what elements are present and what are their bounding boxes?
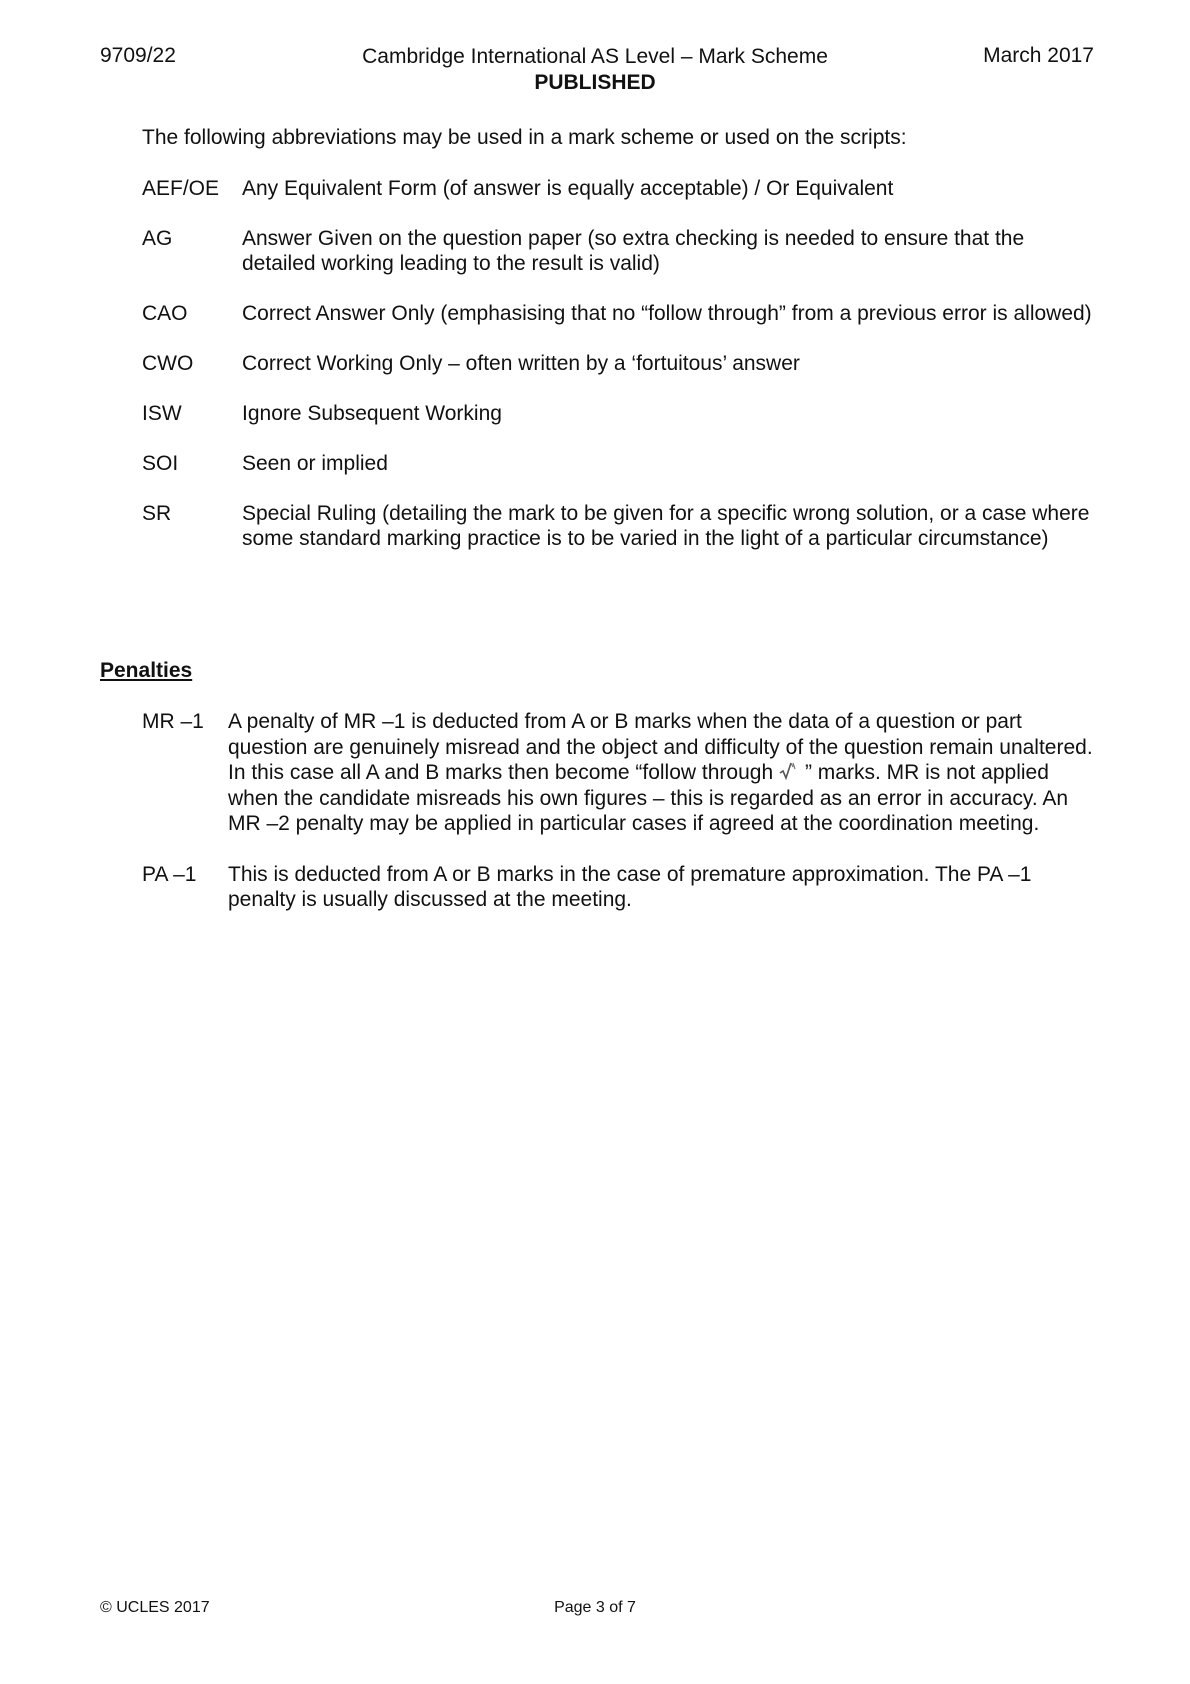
follow-through-tick-icon [777, 761, 799, 781]
publish-status: PUBLISHED [534, 71, 656, 94]
abbreviation-code: SR [142, 502, 172, 525]
abbreviation-row [142, 176, 1102, 201]
abbreviation-description: Answer Given on the question paper (so extra checking is needed to ensure that the detailed working leading to the result is valid) [242, 227, 1025, 275]
abbreviation-row [142, 501, 1102, 551]
penalty-description: This is deducted from A or B marks in the case of premature approximation. The PA –1 penalty is usually discussed at the meeting. [228, 862, 1032, 911]
syllabus-code: 9709/22 [100, 44, 176, 67]
abbreviation-row [142, 226, 1102, 276]
penalty-row [142, 862, 1102, 913]
penalty-row [142, 709, 1102, 837]
abbreviation-description: Ignore Subsequent Working [242, 402, 502, 425]
abbreviation-code: CWO [142, 352, 194, 375]
abbreviations-list [142, 176, 1102, 576]
penalty-code: PA –1 [142, 862, 197, 886]
abbreviation-row [142, 351, 1102, 376]
penalties-list [142, 709, 1102, 938]
abbreviation-row [142, 301, 1102, 326]
abbreviation-code: AG [142, 227, 173, 250]
abbreviation-code: CAO [142, 302, 188, 325]
abbreviation-description: Correct Working Only – often written by a ‘fortuitous’ answer [242, 352, 800, 375]
penalty-description [228, 709, 1102, 837]
abbreviation-description: Correct Answer Only (emphasising that no “follow through” from a previous error is allowed) [242, 302, 1092, 325]
page-number: Page 3 of 7 [554, 1599, 636, 1616]
penalties-heading: Penalties [100, 659, 193, 682]
abbreviation-row [142, 451, 1102, 476]
abbreviation-code: ISW [142, 402, 182, 425]
copyright-notice: © UCLES 2017 [100, 1599, 210, 1616]
penalty-code: MR –1 [142, 710, 204, 733]
abbreviation-description: Seen or implied [242, 452, 388, 475]
abbreviation-row [142, 401, 1102, 426]
penalty-text-part: A penalty of MR –1 is deducted from A or B marks when the data of a question or part question are genuinely misread and the object and difficulty of the question remain unaltered. In this case all A and B marks then become “follow through [228, 710, 1093, 784]
abbreviation-description: Any Equivalent Form (of answer is equally acceptable) / Or Equivalent [242, 177, 894, 200]
abbreviation-description: Special Ruling (detailing the mark to be given for a specific wrong solution, or a case where some standard marking practice is to be varied in the light of a particular circumstance) [242, 502, 1090, 550]
abbreviation-code: SOI [142, 452, 179, 475]
exam-date: March 2017 [983, 44, 1094, 67]
abbreviation-code: AEF/OE [142, 177, 220, 200]
abbreviations-intro: The following abbreviations may be used in a mark scheme or used on the scripts: [142, 126, 907, 149]
penalty-text-part: ” marks. MR is not applied when the candidate misreads his own figures – this is regarded as an error in accuracy. An MR –2 penalty may be applied in particular cases if agreed at the coordination meeting. [228, 761, 1069, 835]
document-title: Cambridge International AS Level – Mark Scheme [362, 45, 828, 68]
